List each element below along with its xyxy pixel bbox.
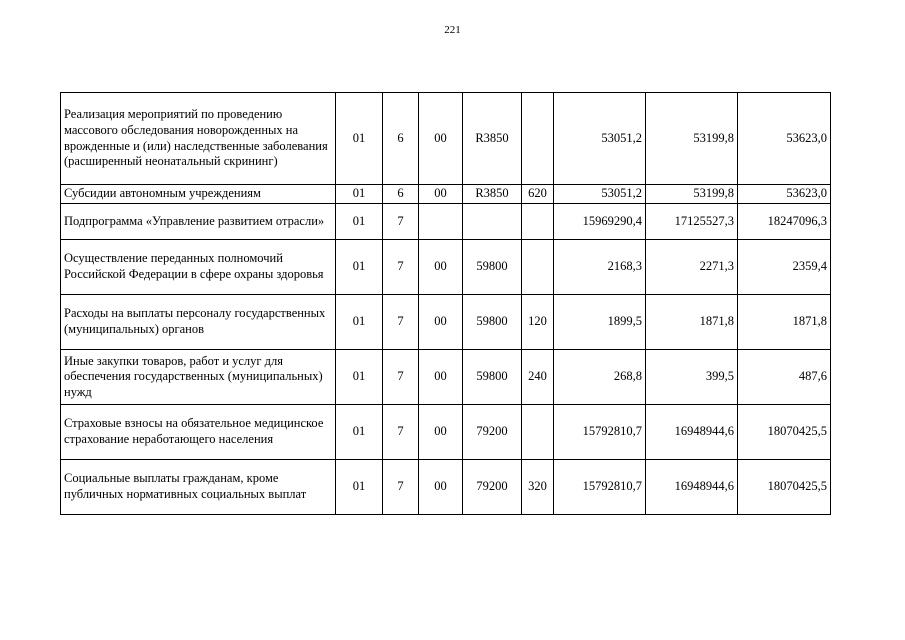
row-code-3: 00 <box>419 185 463 204</box>
row-name: Страховые взносы на обязательное медицинское страхование неработающего населения <box>61 405 336 460</box>
row-value-1: 15792810,7 <box>554 405 646 460</box>
row-code-2: 6 <box>383 185 419 204</box>
row-value-2: 16948944,6 <box>646 405 738 460</box>
row-code-2: 7 <box>383 204 419 240</box>
row-code-2: 7 <box>383 240 419 295</box>
row-code-4: 59800 <box>463 350 522 405</box>
row-code-2: 7 <box>383 350 419 405</box>
row-name: Подпрограмма «Управление развитием отрасли» <box>61 204 336 240</box>
row-code-1: 01 <box>336 204 383 240</box>
table-row <box>61 405 831 460</box>
row-code-3: 00 <box>419 405 463 460</box>
row-name: Социальные выплаты гражданам, кроме публичных нормативных социальных выплат <box>61 460 336 515</box>
row-value-2: 1871,8 <box>646 295 738 350</box>
row-code-2: 7 <box>383 405 419 460</box>
table-row <box>61 240 831 295</box>
row-value-3: 53623,0 <box>738 93 831 185</box>
row-value-2: 53199,8 <box>646 185 738 204</box>
row-code-4 <box>463 204 522 240</box>
row-code-5: 120 <box>522 295 554 350</box>
row-value-3: 18070425,5 <box>738 460 831 515</box>
row-name: Осуществление переданных полномочий Российской Федерации в сфере охраны здоровья <box>61 240 336 295</box>
row-value-2: 2271,3 <box>646 240 738 295</box>
row-value-1: 15969290,4 <box>554 204 646 240</box>
row-code-1: 01 <box>336 185 383 204</box>
table-row <box>61 204 831 240</box>
row-value-1: 2168,3 <box>554 240 646 295</box>
row-name: Реализация мероприятий по проведению массового обследования новорожденных на врожденные и (или) наследственные заболевания (расширенный неонатальный скрининг) <box>61 93 336 185</box>
row-code-2: 7 <box>383 295 419 350</box>
row-code-5 <box>522 204 554 240</box>
row-value-2: 16948944,6 <box>646 460 738 515</box>
row-code-5: 240 <box>522 350 554 405</box>
row-code-3: 00 <box>419 93 463 185</box>
row-code-5: 320 <box>522 460 554 515</box>
row-code-2: 6 <box>383 93 419 185</box>
table-row <box>61 185 831 204</box>
row-code-1: 01 <box>336 93 383 185</box>
row-code-4: 59800 <box>463 240 522 295</box>
row-value-3: 2359,4 <box>738 240 831 295</box>
row-code-1: 01 <box>336 460 383 515</box>
row-value-1: 1899,5 <box>554 295 646 350</box>
row-code-2: 7 <box>383 460 419 515</box>
row-value-3: 487,6 <box>738 350 831 405</box>
row-value-3: 18070425,5 <box>738 405 831 460</box>
row-value-1: 53051,2 <box>554 185 646 204</box>
row-code-3: 00 <box>419 295 463 350</box>
table-row <box>61 350 831 405</box>
row-value-3: 1871,8 <box>738 295 831 350</box>
row-code-4: 79200 <box>463 460 522 515</box>
row-code-1: 01 <box>336 240 383 295</box>
row-code-4: R3850 <box>463 93 522 185</box>
row-code-4: 59800 <box>463 295 522 350</box>
table-row <box>61 460 831 515</box>
row-code-5 <box>522 405 554 460</box>
row-value-1: 268,8 <box>554 350 646 405</box>
row-code-3: 00 <box>419 460 463 515</box>
table-row <box>61 93 831 185</box>
row-name: Расходы на выплаты персоналу государственных (муниципальных) органов <box>61 295 336 350</box>
row-code-3: 00 <box>419 350 463 405</box>
row-code-3: 00 <box>419 240 463 295</box>
row-value-2: 53199,8 <box>646 93 738 185</box>
row-value-3: 18247096,3 <box>738 204 831 240</box>
row-value-2: 17125527,3 <box>646 204 738 240</box>
row-value-2: 399,5 <box>646 350 738 405</box>
row-code-5 <box>522 240 554 295</box>
row-name: Субсидии автономным учреждениям <box>61 185 336 204</box>
page-number: 221 <box>444 24 461 36</box>
row-code-1: 01 <box>336 350 383 405</box>
row-value-1: 53051,2 <box>554 93 646 185</box>
row-value-1: 15792810,7 <box>554 460 646 515</box>
row-name: Иные закупки товаров, работ и услуг для обеспечения государственных (муниципальных) нужд <box>61 350 336 405</box>
row-code-5: 620 <box>522 185 554 204</box>
budget-table <box>60 92 831 515</box>
row-code-3 <box>419 204 463 240</box>
row-code-1: 01 <box>336 405 383 460</box>
row-code-5 <box>522 93 554 185</box>
row-code-1: 01 <box>336 295 383 350</box>
row-value-3: 53623,0 <box>738 185 831 204</box>
table-row <box>61 295 831 350</box>
row-code-4: R3850 <box>463 185 522 204</box>
row-code-4: 79200 <box>463 405 522 460</box>
